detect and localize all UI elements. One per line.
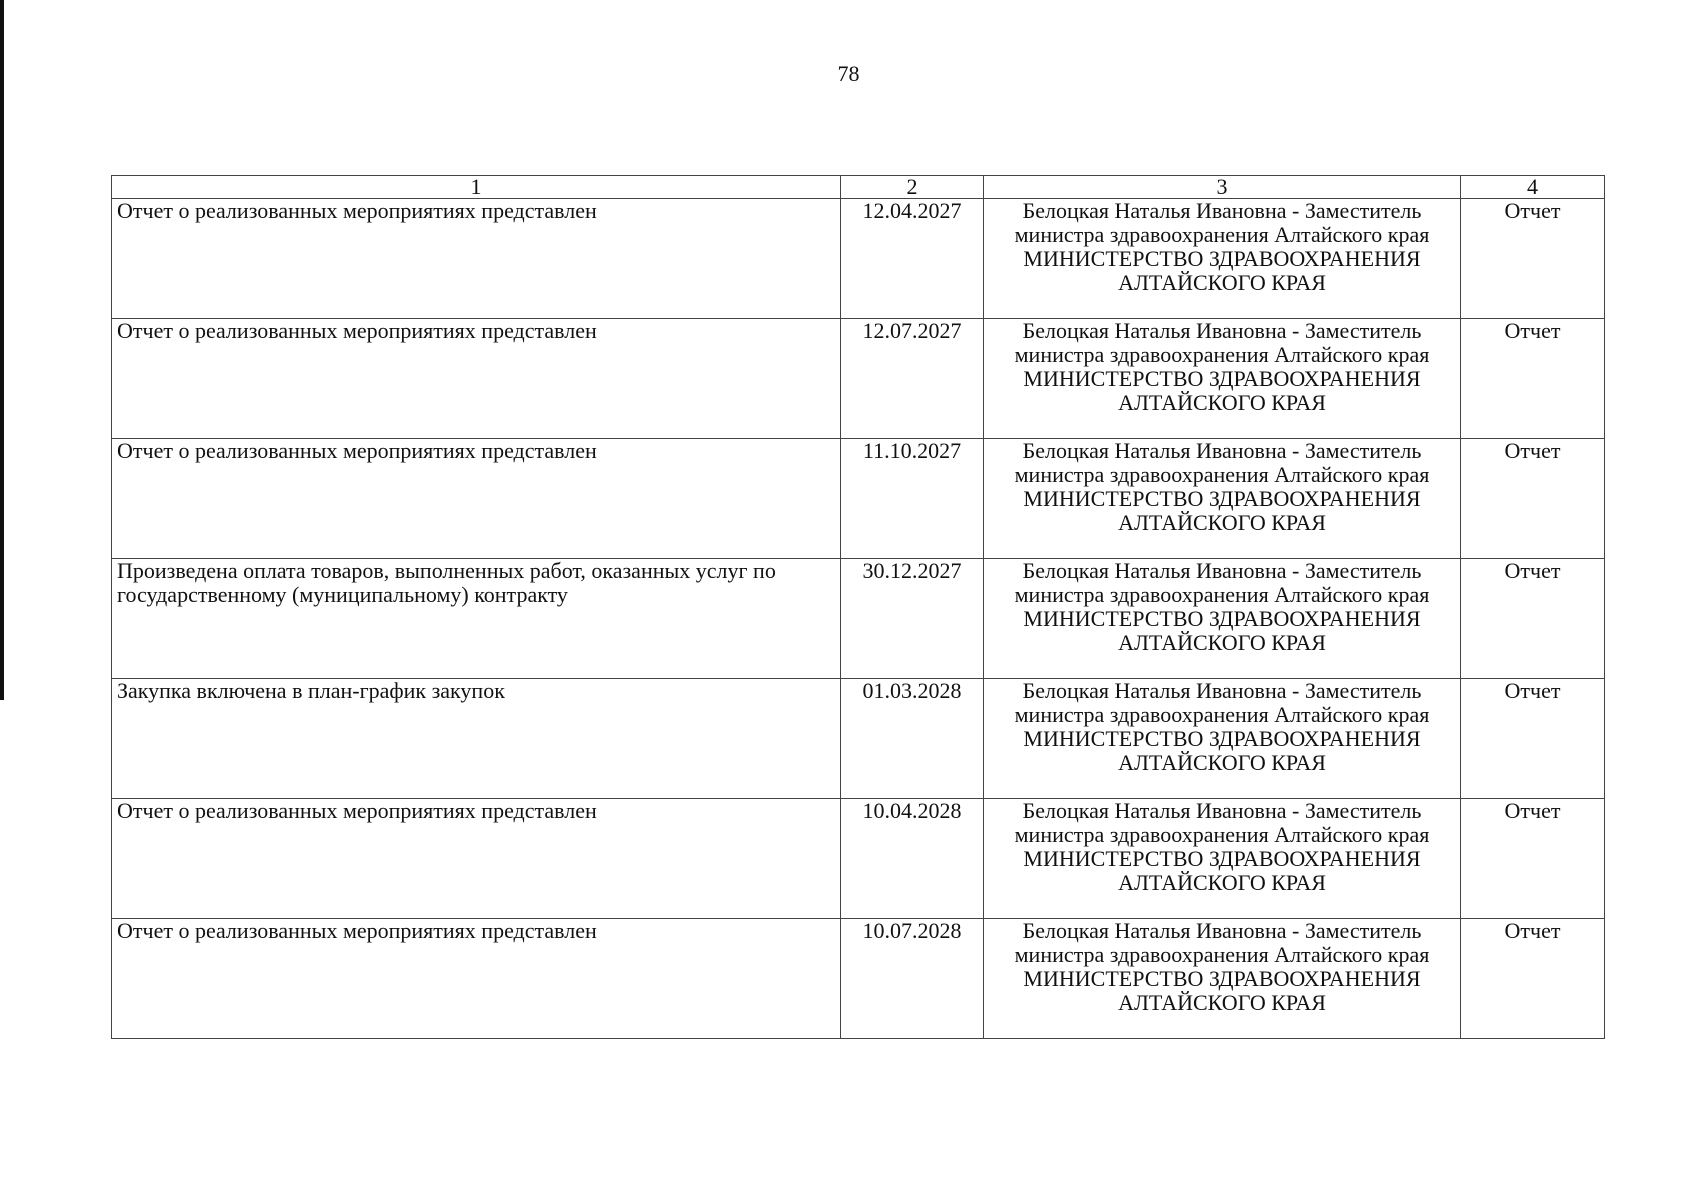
responsible-person: Белоцкая Наталья Ивановна - Заместитель министра здравоохранения Алтайского края — [1014, 918, 1430, 967]
schedule-table — [111, 175, 1605, 1039]
responsible-org: МИНИСТЕРСТВО ЗДРАВООХРАНЕНИЯ АЛТАЙСКОГО КРАЯ — [1023, 966, 1421, 1015]
responsible-cell — [984, 919, 1461, 1039]
document-cell: Отчет — [1461, 559, 1605, 679]
table-row — [112, 199, 1605, 319]
responsible-cell — [984, 439, 1461, 559]
responsible-person: Белоцкая Наталья Ивановна - Заместитель министра здравоохранения Алтайского края — [1014, 678, 1430, 727]
document-cell: Отчет — [1461, 799, 1605, 919]
responsible-cell — [984, 679, 1461, 799]
document-cell: Отчет — [1461, 919, 1605, 1039]
responsible-org: МИНИСТЕРСТВО ЗДРАВООХРАНЕНИЯ АЛТАЙСКОГО КРАЯ — [1023, 846, 1421, 895]
responsible-person: Белоцкая Наталья Ивановна - Заместитель министра здравоохранения Алтайского края — [1014, 198, 1430, 247]
document-cell: Отчет — [1461, 199, 1605, 319]
responsible-person: Белоцкая Наталья Ивановна - Заместитель министра здравоохранения Алтайского края — [1014, 558, 1430, 607]
responsible-person: Белоцкая Наталья Ивановна - Заместитель министра здравоохранения Алтайского края — [1014, 798, 1430, 847]
responsible-org: МИНИСТЕРСТВО ЗДРАВООХРАНЕНИЯ АЛТАЙСКОГО КРАЯ — [1023, 726, 1421, 775]
responsible-person: Белоцкая Наталья Ивановна - Заместитель министра здравоохранения Алтайского края — [1014, 438, 1430, 487]
table-row — [112, 439, 1605, 559]
date-cell: 12.07.2027 — [841, 319, 984, 439]
responsible-person: Белоцкая Наталья Ивановна - Заместитель министра здравоохранения Алтайского края — [1014, 318, 1430, 367]
column-number-3: 3 — [984, 176, 1461, 199]
date-cell: 10.07.2028 — [841, 919, 984, 1039]
document-cell: Отчет — [1461, 319, 1605, 439]
responsible-org: МИНИСТЕРСТВО ЗДРАВООХРАНЕНИЯ АЛТАЙСКОГО КРАЯ — [1023, 366, 1421, 415]
schedule-table-body — [112, 176, 1605, 1039]
responsible-org: МИНИСТЕРСТВО ЗДРАВООХРАНЕНИЯ АЛТАЙСКОГО КРАЯ — [1023, 606, 1421, 655]
responsible-cell — [984, 199, 1461, 319]
document-cell: Отчет — [1461, 679, 1605, 799]
date-cell: 10.04.2028 — [841, 799, 984, 919]
responsible-cell — [984, 559, 1461, 679]
page-number: 78 — [837, 61, 860, 86]
event-cell: Отчет о реализованных мероприятиях представлен — [112, 799, 841, 919]
date-cell: 12.04.2027 — [841, 199, 984, 319]
event-cell: Отчет о реализованных мероприятиях представлен — [112, 919, 841, 1039]
event-cell: Отчет о реализованных мероприятиях представлен — [112, 439, 841, 559]
responsible-org: МИНИСТЕРСТВО ЗДРАВООХРАНЕНИЯ АЛТАЙСКОГО КРАЯ — [1023, 486, 1421, 535]
responsible-cell — [984, 319, 1461, 439]
column-number-4: 4 — [1461, 176, 1605, 199]
table-header-row — [112, 176, 1605, 199]
event-cell: Произведена оплата товаров, выполненных работ, оказанных услуг по государственному (муниципальному) контракту — [112, 559, 841, 679]
table-row — [112, 679, 1605, 799]
column-number-2: 2 — [841, 176, 984, 199]
table-row — [112, 559, 1605, 679]
responsible-cell — [984, 799, 1461, 919]
scan-edge-shadow — [0, 0, 4, 700]
column-number-1: 1 — [112, 176, 841, 199]
responsible-org: МИНИСТЕРСТВО ЗДРАВООХРАНЕНИЯ АЛТАЙСКОГО КРАЯ — [1023, 246, 1421, 295]
table-row — [112, 319, 1605, 439]
event-cell: Отчет о реализованных мероприятиях представлен — [112, 199, 841, 319]
document-cell: Отчет — [1461, 439, 1605, 559]
event-cell: Закупка включена в план-график закупок — [112, 679, 841, 799]
table-row — [112, 919, 1605, 1039]
event-cell: Отчет о реализованных мероприятиях представлен — [112, 319, 841, 439]
date-cell: 30.12.2027 — [841, 559, 984, 679]
date-cell: 11.10.2027 — [841, 439, 984, 559]
date-cell: 01.03.2028 — [841, 679, 984, 799]
table-row — [112, 799, 1605, 919]
